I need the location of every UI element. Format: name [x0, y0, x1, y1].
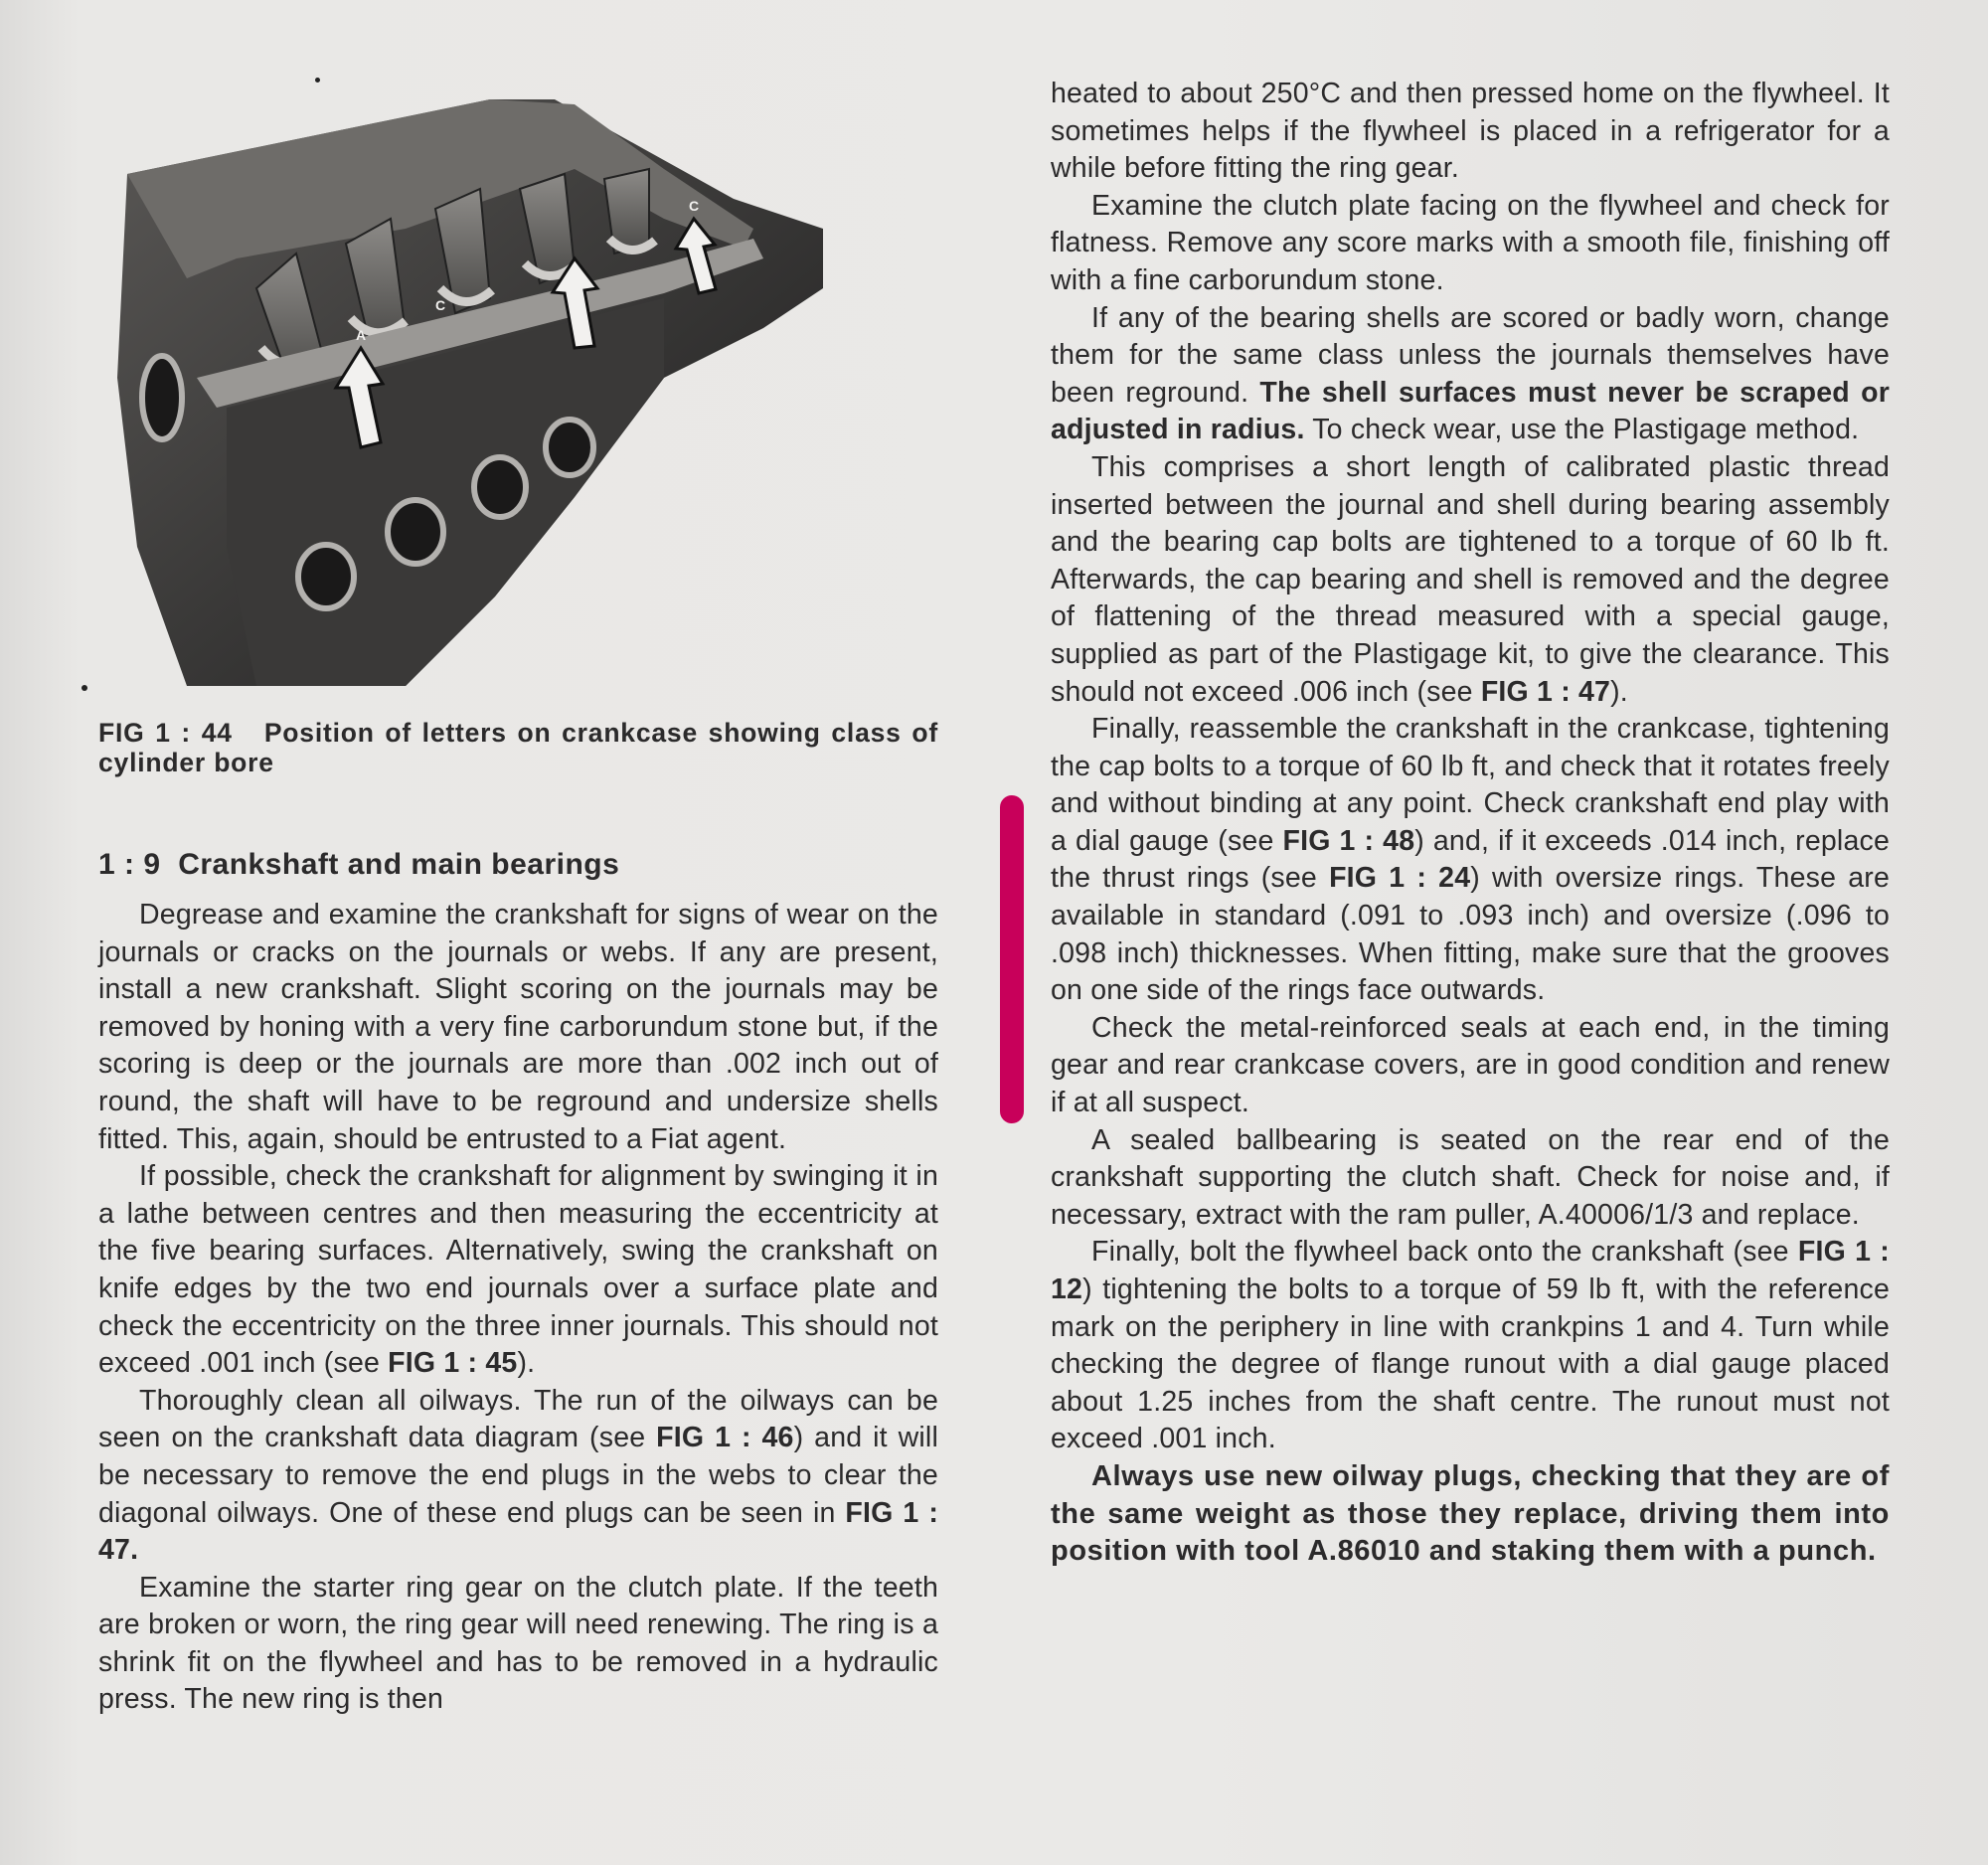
print-speck [315, 78, 320, 83]
paragraph: A sealed ballbearing is seated on the rear end of the crankshaft supporting the clutch shaft. Check for noise and, if necessary, extract with the ram puller, A.40006/1/3 and replace. [1051, 1123, 1890, 1231]
paragraph: Thoroughly clean all oilways. The run of the oilways can be seen on the crankshaft data diagram (see FIG 1 : 46) and it will be necessary to remove the end plugs in the webs to clear the diagonal oilways. One of these end plugs can be seen in FIG 1 : 47. [98, 1384, 939, 1567]
bore-letter-3: C [689, 198, 700, 214]
bore-hole-4 [546, 420, 593, 475]
paragraph: If any of the bearing shells are scored or badly worn, change them for the same class unless the journals themselves have been reground. The shell surfaces must never be scraped or adjusted in radius. To check wear, use the Plastigage method. [1051, 301, 1890, 446]
crankcase-illustration [107, 80, 937, 696]
paragraph: Finally, bolt the flywheel back onto the crankshaft (see FIG 1 : 12) tightening the bolts to a torque of 59 lb ft, with the reference mark on the periphery in line with crankpins 1 and 4. Turn while checking the degree of flange runout with a dial gauge placed about 1.25 inches from the shaft centre. The runout must not exceed .001 inch. [1051, 1236, 1890, 1455]
figure-reference: FIG 1 : 24 [1329, 862, 1471, 895]
figure-caption-text: Position of letters on crankcase showing class of cylinder bore [98, 718, 938, 777]
bore-hole-2 [388, 500, 443, 564]
figure-reference: FIG 1 : 46 [656, 1422, 794, 1454]
paragraph: Finally, reassemble the crankshaft in the crankcase, tightening the cap bolts to a torque of 60 lb ft, and check that it rotates freely and without binding at any point. Check crankshaft end play with a dial gauge (see FIG 1 : 48) and, if it exceeds .014 inch, replace the thrust rings (see FIG 1 : 24) with oversize rings. These are available in standard (.091 to .093 inch) and oversize (.096 to .098 inch) thicknesses. When fitting, make sure that the grooves on one side of the rings face outwards. [1051, 713, 1890, 1007]
paragraph: Check the metal-reinforced seals at each end, in the timing gear and rear crankcase covers, are in good condition and renew if at all suspect. [1051, 1011, 1890, 1119]
paragraph: Examine the clutch plate facing on the flywheel and check for flatness. Remove any score marks with a smooth file, finishing off with a fine carborundum stone. [1051, 189, 1890, 296]
figure-label: FIG 1 : 44 [98, 718, 233, 748]
bore-hole-3 [474, 457, 526, 517]
figure-reference: FIG 1 : 48 [1282, 824, 1415, 857]
section-heading [98, 845, 938, 885]
right-column [1051, 76, 1890, 1571]
paragraph: If possible, check the crankshaft for alignment by swinging it in a lathe between centres and then measuring the eccentricity at the five bearing surfaces. Alternatively, swing the crankshaft on knife edges by the two end journals over a surface plate and check the eccentricity on the three inner journals. This should not exceed .001 inch (see FIG 1 : 45). [98, 1160, 938, 1380]
figure-reference: FIG 1 : 12 [1051, 1236, 1890, 1305]
bore-hole-1 [298, 545, 354, 608]
warning-paragraph: Always use new oilway plugs, checking that they are of the same weight as those they replace, driving them into position with tool A.86010 and staking them with a punch. [1051, 1459, 1890, 1568]
end-bore [142, 356, 182, 439]
figure-reference: FIG 1 : 47 [1480, 675, 1611, 708]
bore-letter-2: C [435, 297, 446, 313]
margin-highlight-bar [1000, 795, 1024, 1123]
section-title: Crankshaft and main bearings [178, 848, 620, 881]
figure-reference: FIG 1 : 47. [98, 1496, 939, 1567]
bore-letter-1: A [356, 327, 367, 343]
print-speck [82, 685, 87, 691]
warning-text: The shell surfaces must never be scraped or adjusted in radius. [1051, 376, 1890, 446]
paragraph: Examine the starter ring gear on the clutch plate. If the teeth are broken or worn, the ring gear will need renewing. The ring is a shrink fit on the flywheel and has to be removed in a hydraulic press. The new ring is then [98, 1571, 938, 1716]
figure-reference: FIG 1 : 45 [388, 1347, 518, 1380]
crankcase-photo [107, 80, 937, 696]
paragraph: heated to about 250°C and then pressed home on the flywheel. It sometimes helps if the flywheel is placed in a refrigerator for a while before fitting the ring gear. [1051, 78, 1890, 185]
left-column [98, 845, 938, 1719]
paragraph: This comprises a short length of calibrated plastic thread inserted between the journal and shell during bearing assembly and the bearing cap bolts are tightened to a torque of 60 lb ft. Afterwards, the cap bearing and shell is removed and the degree of flattening of the thread measured with a special gauge, supplied as part of the Plastigage kit, to give the clearance. This should not exceed .006 inch (see FIG 1 : 47). [1051, 450, 1890, 708]
section-number: 1 : 9 [98, 848, 161, 881]
paragraph: Degrease and examine the crankshaft for signs of wear on the journals or cracks on the journals or webs. If any are present, install a new crankshaft. Slight scoring on the journals may be removed by honing with a very fine carborundum stone but, if the scoring is deep or the journals are more than .002 inch out of round, the shaft will have to be reground and undersize shells fitted. This, again, should be entrusted to a Fiat agent. [98, 899, 938, 1155]
figure-caption [98, 718, 938, 777]
